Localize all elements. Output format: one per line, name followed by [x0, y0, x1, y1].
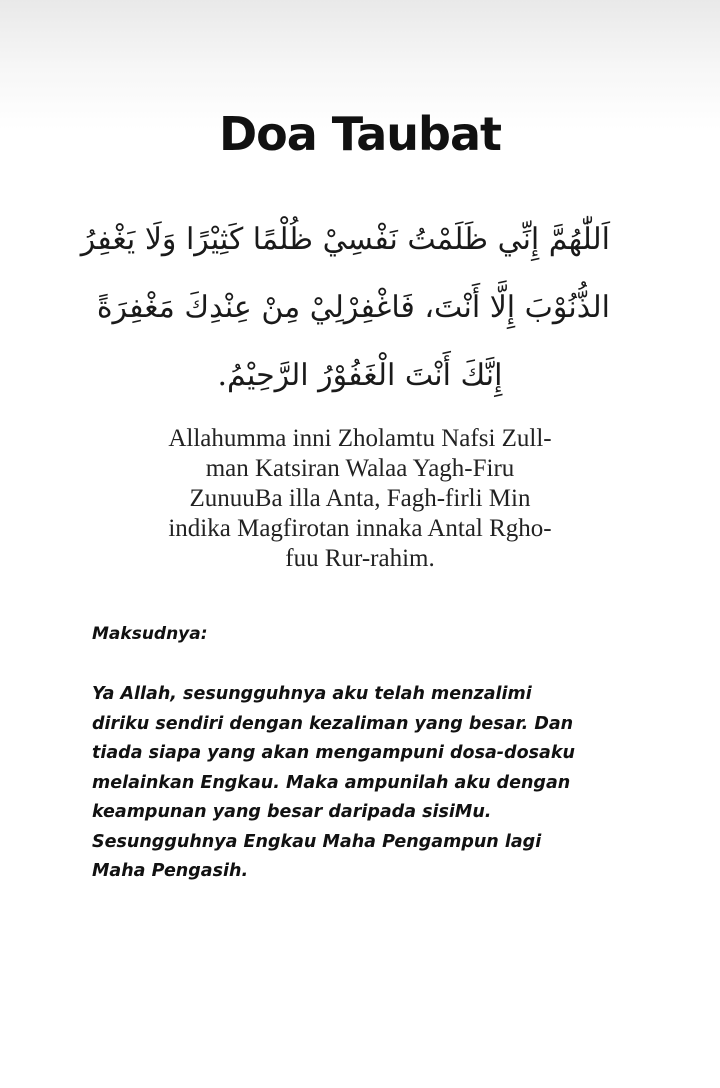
transliteration-line: man Katsiran Walaa Yagh-Firu [205, 455, 515, 482]
transliteration-line: ZunuuBa illa Anta, Fagh-firli Min [189, 485, 531, 512]
page-title: Doa Taubat [218, 107, 502, 161]
transliteration-block [140, 424, 580, 574]
meaning-line: Sesungguhnya Engkau Maha Pengampun lagi [92, 831, 542, 852]
meaning-line: Ya Allah, sesungguhnya aku telah menzalimi [92, 684, 532, 704]
arabic-line: الذُّنُوْبَ إِلَّا أَنْتَ، فَاغْفِرْلِيْ مِنْ عِنْدِكَ مَغْفِرَةً [96, 290, 610, 325]
meaning-line: Maha Pengasih. [92, 861, 249, 881]
meaning-line: diriku sendiri dengan kezaliman yang besar. Dan [92, 713, 574, 734]
meaning-line: tiada siapa yang akan mengampuni dosa-dosaku [92, 743, 575, 763]
arabic-prayer [80, 206, 610, 410]
arabic-line: إِنَّكَ أَنْتَ الْغَفُوْرُ الرَّحِيْمُ. [217, 358, 503, 393]
meaning-line: keampunan yang besar daripada sisiMu. [92, 802, 492, 822]
arabic-line: اَللّٰهُمَّ إِنِّي ظَلَمْتُ نَفْسِيْ ظُلْمًا كَثِيْرًا وَلَا يَغْفِرُ [80, 222, 610, 257]
transliteration-line: indika Magfirotan innaka Antal Rgho- [168, 515, 552, 542]
meaning-text [92, 680, 652, 887]
transliteration-line: Allahumma inni Zholamtu Nafsi Zull- [168, 425, 552, 452]
meaning-line: melainkan Engkau. Maka ampunilah aku dengan [92, 772, 571, 793]
meaning-label: Maksudnya: [92, 624, 208, 644]
transliteration-line: fuu Rur-rahim. [285, 545, 435, 572]
